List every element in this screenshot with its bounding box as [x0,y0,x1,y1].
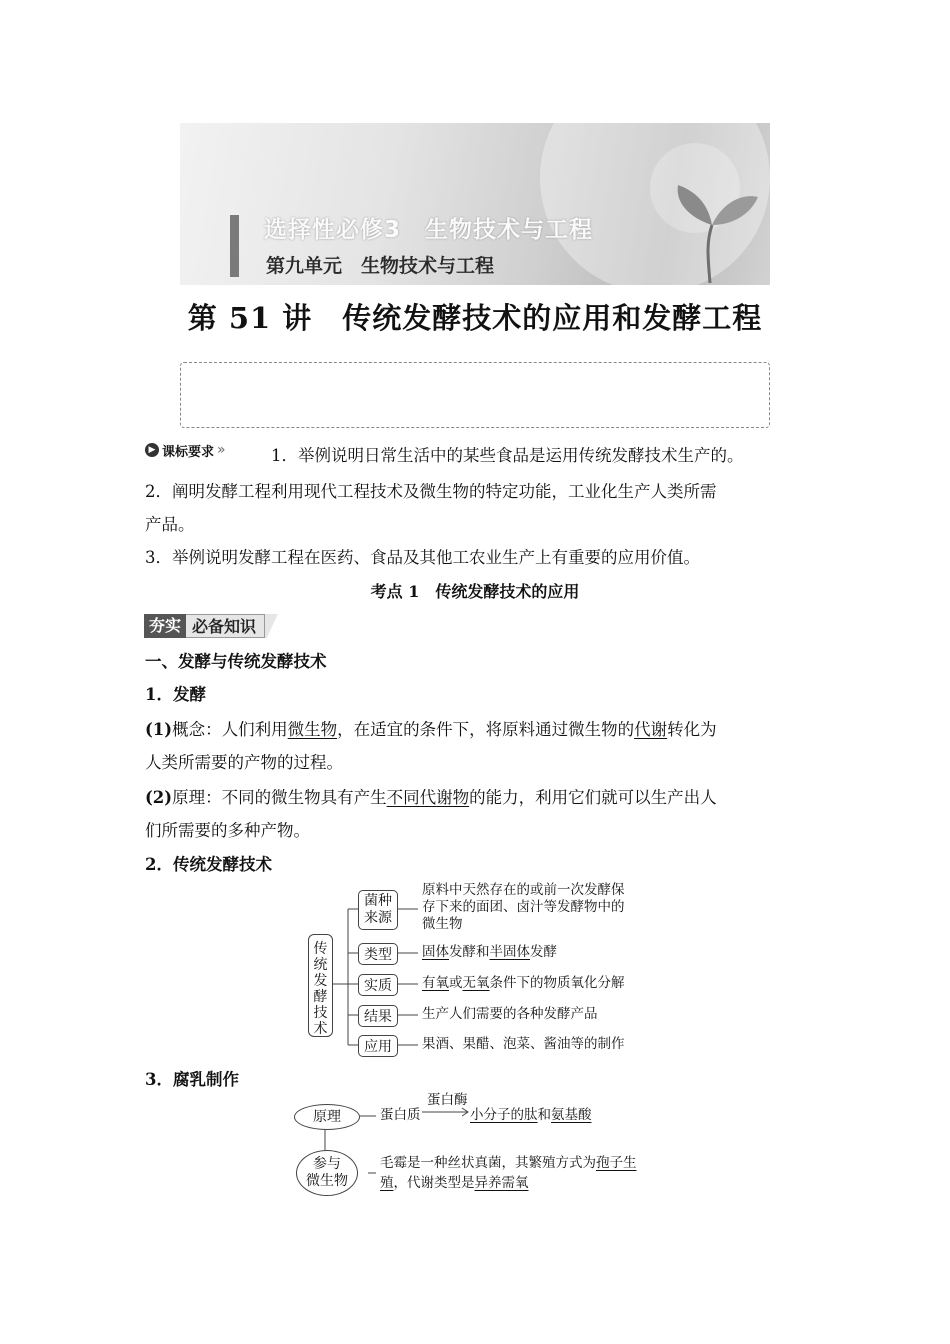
requirement-1: 1．举例说明日常生活中的某些食品是运用传统发酵技术生产的。 [271,446,744,465]
concept-text: 概念：人们利用 [172,720,288,739]
microbe-blank-2: 异养需氧 [474,1175,529,1191]
branch-text: 条件下的物质氧化分解 [489,975,625,991]
requirement-2: 2．阐明发酵工程利用现代工程技术及微生物的特定功能，工业化生产人类所需 [145,482,717,501]
root-char: 术 [313,1021,328,1037]
double-chevron-icon: » [217,442,226,458]
product-text-mid: 和 [537,1107,551,1123]
principle-label: (2) [145,788,173,807]
branch-label: 实质 [364,978,392,994]
branch-label: 类型 [364,947,392,963]
microbe-node-label: 微生物 [306,1173,348,1189]
requirement-3: 3．举例说明发酵工程在医药、食品及其他工农业生产上有重要的应用价值。 [145,548,700,567]
branch-label: 结果 [364,1009,392,1025]
point-title: 考点 1 传统发酵技术的应用 [370,582,580,601]
subheading-fermentation: 1．发酵 [145,685,206,704]
subheading-fermented-tofu: 3．腐乳制作 [145,1070,239,1089]
branch-text: 或 [449,975,463,991]
subheading-traditional: 2．传统发酵技术 [145,855,272,874]
substrate-text: 蛋白质 [380,1107,421,1123]
root-char: 酵 [313,989,328,1005]
branch-box-source [358,890,398,930]
principle-node-label: 原理 [313,1108,341,1125]
banner-accent-bar [230,215,239,277]
section-tag-light: 必备知识 [186,614,265,638]
principle-text: 的能力，利用它们就可以生产出人 [469,788,717,807]
branch-text: 发酵和 [449,944,490,960]
arrow-circle-icon: ▶ [145,443,159,457]
branch-box-application [358,1035,398,1057]
microbe-text: ，代谢类型是 [393,1175,475,1191]
principle-line-1 [145,787,717,809]
branch-text: 无氧 [462,975,490,991]
root-char: 统 [313,957,328,973]
concept-line-1 [145,719,717,741]
root-char: 技 [313,1005,328,1021]
branch-label: 应用 [364,1039,392,1055]
microbe-node [296,1150,358,1196]
traditional-fermentation-diagram [300,880,650,1060]
concept-text: 转化为 [667,720,717,739]
concept-blank-2: 代谢 [634,720,668,739]
branch-text: 发酵 [530,944,557,960]
branch-text-type [422,944,557,961]
header-banner [180,123,770,285]
branch-box-type [358,943,398,965]
principle-node [294,1104,360,1130]
microbe-text-line-2 [380,1175,529,1192]
banner-unit-title: 第九单元 生物技术与工程 [266,255,495,277]
section-tag-slash [265,614,279,638]
principle-text: 原理：不同的微生物具有产生 [172,788,387,807]
concept-line-2: 人类所需要的产物的过程。 [145,753,343,772]
branch-box-essence [358,974,398,996]
branch-box-result [358,1005,398,1027]
principle-line-2: 们所需要的多种产物。 [145,821,310,840]
microbe-text: 毛霉是一种丝状真菌，其繁殖方式为 [380,1155,596,1171]
microbe-node-label: 参与 [313,1156,341,1172]
principle-blank-1: 不同代谢物 [386,788,470,807]
heading-1: 一、发酵与传统发酵技术 [145,652,327,671]
root-char: 发 [313,973,328,989]
requirements-badge [145,440,226,460]
lesson-title: 第 51 讲 传统发酵技术的应用和发酵工程 [187,301,763,335]
branch-text-essence [422,975,625,992]
branch-text-source [422,882,625,933]
branch-text-line: 原料中天然存在的或前一次发酵保 [422,882,625,898]
microbe-blank-1-cont: 殖 [380,1175,394,1191]
product-text [470,1107,592,1124]
fermented-tofu-diagram [290,1092,660,1200]
product-blank-2: 氨基酸 [551,1107,592,1123]
section-tag [144,614,279,638]
branch-text: 有氧 [422,975,449,991]
root-char: 传 [313,941,328,957]
requirements-badge-label: 课标要求 [162,444,215,460]
concept-text: ，在适宜的条件下，将原料通过微生物的 [337,720,635,739]
microbe-blank-1: 孢子生 [596,1155,637,1171]
banner-course-title: 选择性必修3 生物技术与工程 [264,217,594,243]
enzyme-text: 蛋白酶 [427,1092,468,1108]
concept-blank-1: 微生物 [287,720,338,739]
branch-text-result: 生产人们需要的各种发酵产品 [422,1006,598,1022]
product-blank-1: 小分子的肽 [470,1107,538,1123]
branch-text-line: 微生物 [422,916,463,932]
sprout-icon [650,163,770,283]
concept-label: (1) [145,720,173,739]
empty-dashed-box [180,362,770,428]
microbe-text-line-1 [380,1155,637,1172]
section-tag-dark: 夯实 [144,614,186,638]
branch-text: 半固体 [489,944,530,960]
branch-text: 固体 [422,944,449,960]
branch-text-application: 果酒、果醋、泡菜、酱油等的制作 [422,1036,625,1052]
root-box [308,934,333,1037]
branch-text-line: 存下来的面团、卤汁等发酵物中的 [422,899,625,915]
requirement-2-cont: 产品。 [145,515,195,534]
branch-label: 菌种来源 [364,893,392,926]
